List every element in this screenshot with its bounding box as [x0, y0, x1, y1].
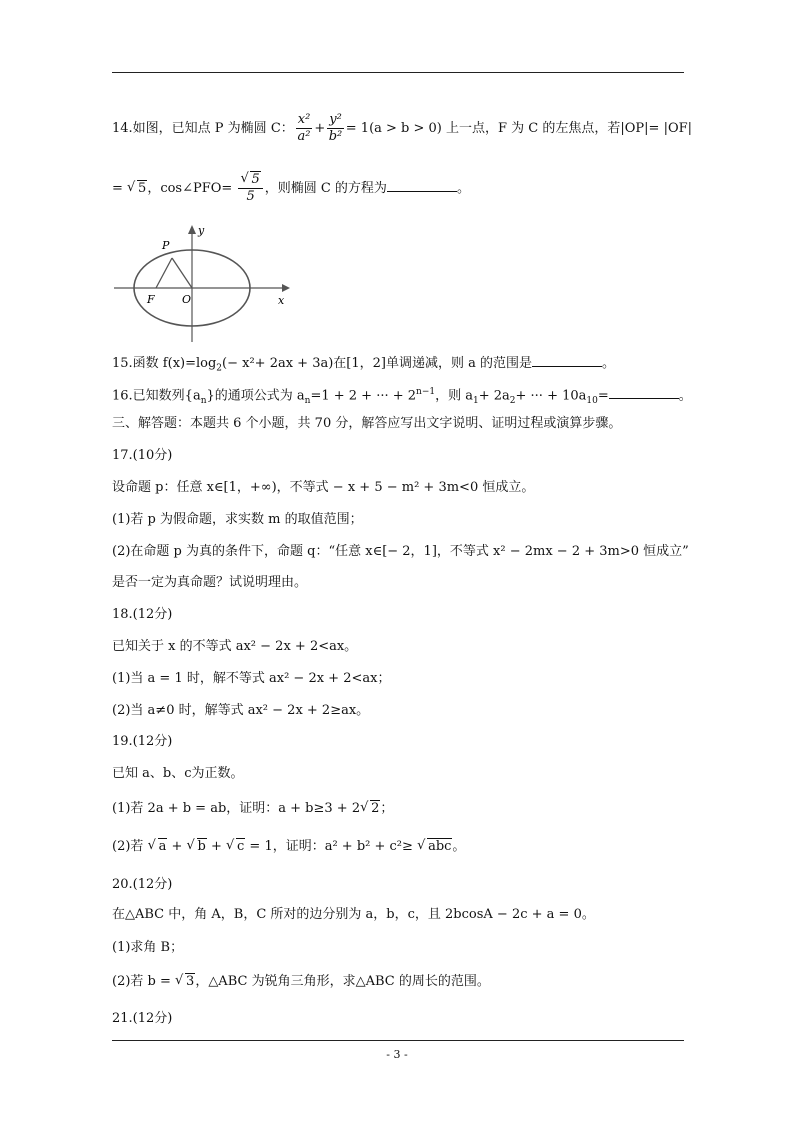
q16-text: =	[597, 388, 609, 404]
frac-numerator	[238, 172, 262, 189]
q15-prefix: 15.函数 f(x)=log	[112, 356, 217, 371]
q14-line1	[112, 112, 692, 145]
q14-cos: ，cos∠PFO=	[147, 181, 237, 196]
q16-sub: 2	[509, 395, 516, 406]
q20-line1: 在△ABC 中，角 A，B，C 所对的边分别为 a，b，c，且 2bcosA − 2c + a = 0。	[112, 907, 595, 922]
q15-sub: 2	[216, 363, 223, 374]
x-axis-arrow	[282, 284, 290, 292]
q18-line1: 已知关于 x 的不等式 ax² − 2x + 2<ax。	[112, 639, 358, 654]
q19-part1-text: (1)若 2a + b = ab，证明：a + b≥3 + 2	[112, 801, 361, 816]
sqrt-radicand: a	[158, 839, 167, 854]
answer-blank[interactable]	[609, 384, 679, 399]
q18-part2: (2)当 a≠0 时，解等式 ax² − 2x + 2≥ax。	[112, 703, 370, 718]
q16-sub: 1	[473, 395, 479, 406]
frac-numerator: x²	[297, 112, 311, 127]
q20-header: 20.(12分)	[112, 877, 173, 892]
frac-denominator: a²	[297, 129, 311, 144]
sqrt-c	[226, 838, 245, 856]
ellipse-figure	[112, 222, 292, 344]
frac-denominator: b²	[328, 129, 343, 144]
q17-part1: (1)若 p 为假命题，求实数 m 的取值范围；	[112, 512, 363, 527]
q21-header: 21.(12分)	[112, 1011, 173, 1026]
q19-part1	[112, 800, 393, 818]
frac-numerator: y²	[329, 112, 342, 127]
sqrt-radicand: 5	[138, 181, 147, 196]
q18-header: 18.(12分)	[112, 607, 173, 622]
sqrt-5	[127, 180, 147, 198]
q16-sub: n	[200, 395, 207, 406]
q16-text: ，则 a	[435, 388, 473, 404]
q17-header: 17.(10分)	[112, 448, 173, 463]
q17-line1: 设命题 p：任意 x∈[1，+∞)，不等式 − x + 5 − m² + 3m<0 恒成立。	[112, 480, 535, 495]
sqrt-radicand: 5	[251, 172, 260, 187]
sqrt-2	[360, 800, 380, 818]
q14-end: 。	[456, 181, 470, 196]
label-y: y	[198, 224, 205, 237]
q16-text: =1 + 2 + ··· + 2	[310, 388, 417, 404]
label-x: x	[278, 294, 285, 307]
q16-sup: n−1	[416, 387, 436, 397]
q20-part1: (1)求角 B；	[112, 940, 184, 955]
q19-part1-end: ；	[380, 801, 394, 816]
q17-part2b: 是否一定为真命题？试说明理由。	[112, 575, 308, 590]
q14-eq: =	[112, 181, 128, 196]
frac-denominator: 5	[246, 189, 255, 204]
sqrt-abc	[417, 838, 452, 856]
q17-part2: (2)在命题 p 为真的条件下，命题 q：“任意 x∈[− 2，1]，不等式 x² − 2mx − 2 + 3m>0 恒成立”	[112, 544, 689, 559]
q20-part2	[112, 973, 490, 991]
label-f: F	[147, 293, 155, 306]
q20-part2-end: ，△ABC 为锐角三角形，求△ABC 的周长的范围。	[195, 974, 490, 989]
q16-end: 。	[678, 388, 692, 404]
q16-line	[112, 383, 692, 410]
q15-mid: (− x²+ 2ax + 3a)在[1，2]单调递减，则 a 的范围是	[222, 356, 533, 371]
sqrt-radicand: 3	[186, 974, 195, 989]
q16-prefix: 16.已知数列{a	[112, 388, 201, 404]
q16-text: + ··· + 10a	[515, 388, 587, 404]
segment-fp	[156, 258, 172, 288]
sqrt-a	[148, 838, 168, 856]
q19-line1: 已知 a、b、c为正数。	[112, 766, 244, 781]
answer-blank[interactable]	[387, 177, 457, 192]
q19-part2-mid: = 1，证明：a² + b² + c²≥	[249, 839, 413, 854]
section-heading: 三、解答题：本题共 6 个小题，共 70 分，解答应写出文字说明、证明过程或演算步骤。	[112, 416, 622, 431]
q16-text: + 2a	[478, 388, 510, 404]
sqrt-radicand: c	[237, 839, 245, 854]
footer-rule	[112, 1040, 684, 1041]
q18-part1: (1)当 a = 1 时，解不等式 ax² − 2x + 2<ax；	[112, 671, 391, 686]
q16-sub: n	[304, 395, 311, 406]
q14-line2	[112, 172, 470, 205]
fraction-x2-a2	[296, 112, 313, 145]
y-axis-arrow	[188, 225, 196, 234]
sqrt-b	[187, 838, 207, 856]
sqrt-5-num	[240, 172, 260, 188]
q14-text-mid: = 1(a > b > 0) 上一点，F 为 C 的左焦点，若|OP|= |OF|	[345, 121, 693, 136]
q14-text-prefix: 14.如图，已知点 P 为椭圆 C：	[112, 121, 294, 136]
q20-part2-text: (2)若 b =	[112, 974, 176, 989]
fraction-y2-b2	[327, 112, 344, 145]
q14-suffix: ，则椭圆 C 的方程为	[264, 181, 387, 196]
sqrt-radicand: 2	[371, 801, 380, 816]
sqrt-radicand: b	[197, 839, 206, 854]
q16-text: }的通项公式为 a	[206, 388, 305, 404]
label-o: O	[182, 293, 192, 306]
q19-part2-text: (2)若	[112, 839, 144, 854]
fraction-sqrt5-5	[238, 172, 262, 205]
q19-header: 19.(12分)	[112, 734, 173, 749]
label-p: P	[162, 239, 170, 252]
segment-po	[172, 258, 192, 288]
header-rule	[112, 72, 684, 73]
sqrt-3	[175, 973, 195, 991]
q15-end: 。	[602, 356, 616, 371]
sqrt-radicand: abc	[428, 839, 452, 854]
answer-blank[interactable]	[532, 352, 602, 367]
plus-sign: +	[314, 121, 326, 136]
q16-sub: 10	[586, 395, 598, 406]
q19-part2: (2)若 √ a + √ b + √ c = 1，证明：a² + b² + c²≥ √ abc。	[112, 838, 465, 856]
q19-part2-end: 。	[452, 839, 466, 854]
q15-line	[112, 352, 615, 378]
page-number: - 3 -	[386, 1048, 408, 1061]
